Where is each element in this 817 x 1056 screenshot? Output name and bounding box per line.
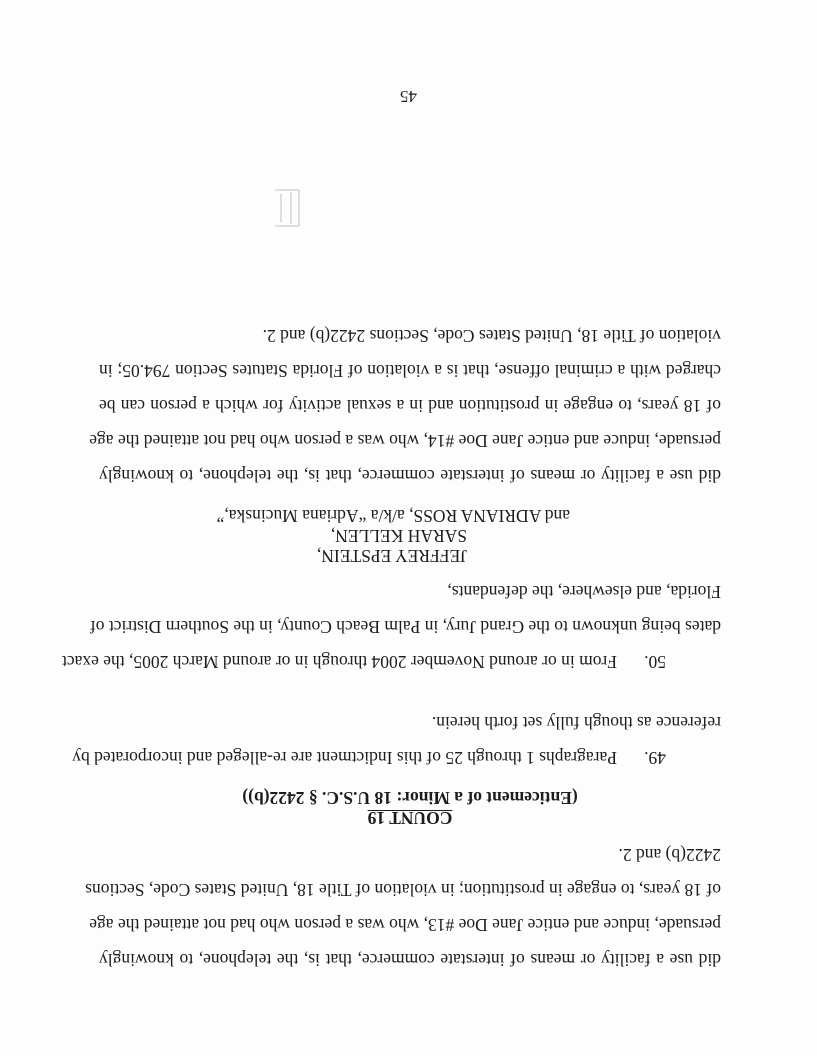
page-number: 45 bbox=[400, 87, 417, 106]
count-subheading: (Enticement of a Minor: 18 U.S.C. § 2422(b)) bbox=[242, 788, 578, 808]
paragraph-49-line: reference as though fully set forth herein. bbox=[431, 713, 721, 733]
count-heading: COUNT 19 bbox=[367, 808, 453, 828]
paragraph-49-line: Paragraphs 1 through 25 of this Indictment are re-alleged and incorporated by bbox=[72, 748, 617, 768]
paragraph-49-number: 49. bbox=[644, 748, 666, 768]
defendant-name: SARAH KELLEN, bbox=[330, 526, 467, 546]
body-line: did use a facility or means of interstate commerce, that is, the telephone, to knowingly bbox=[99, 950, 721, 970]
defendant-name: JEFFREY EPSTEIN, bbox=[316, 546, 467, 566]
initials-stamp bbox=[269, 186, 305, 230]
paragraph-50-number: 50. bbox=[644, 652, 666, 672]
paragraph-50-line: Florida, and elsewhere, the defendants, bbox=[447, 582, 721, 602]
paragraph-50-line: dates being unknown to the Grand Jury, in Palm Beach County, in the Southern District of bbox=[89, 617, 721, 637]
body-line: of 18 years, to engage in prostitution; in violation of Title 18, United States Code, Sections bbox=[85, 880, 721, 900]
body-line: violation of Title 18, United States Code, Sections 2422(b) and 2. bbox=[262, 326, 721, 346]
defendant-name: and ADRIANA ROSS, a/k/a “Adriana Mucinska,” bbox=[216, 506, 570, 526]
body-line: did use a facility or means of interstate commerce, that is, the telephone, to knowingly bbox=[99, 466, 721, 486]
body-line: of 18 years, to engage in prostitution and in a sexual activity for which a person can be bbox=[99, 396, 721, 416]
paragraph-50-line: From in or around November 2004 through in or around March 2005, the exact bbox=[61, 652, 617, 672]
body-line: 2422(b) and 2. bbox=[618, 845, 721, 865]
body-line: persuade, induce and entice Jane Doe #14, who was a person who had not attained the age bbox=[89, 431, 721, 451]
body-line: persuade, induce and entice Jane Doe #13, who was a person who had not attained the age bbox=[89, 915, 721, 935]
body-line: charged with a criminal offense, that is a violation of Florida Statutes Section 794.05; in bbox=[99, 361, 721, 381]
